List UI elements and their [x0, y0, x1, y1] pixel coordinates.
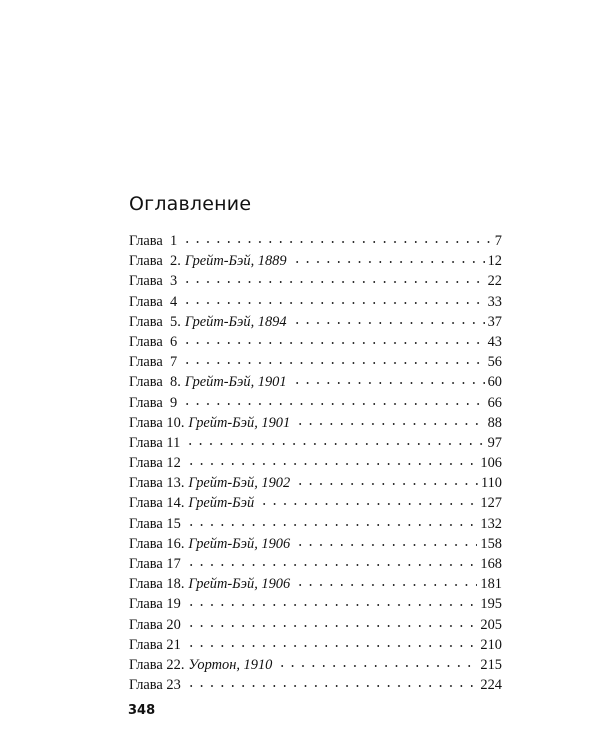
toc-entry-label: Глава: [129, 475, 163, 492]
toc-entry-subtitle: Грейт-Бэй, 1906: [188, 535, 291, 552]
toc-list: [129, 231, 502, 695]
toc-entry-number: 21: [166, 636, 181, 653]
toc-entry-number: 6: [170, 333, 178, 350]
toc-entry-label: Глава: [129, 455, 163, 472]
toc-entry: [129, 514, 502, 534]
toc-entry: [129, 615, 502, 635]
toc-entry-label: Глава: [129, 333, 163, 350]
toc-entry-number: 13.: [166, 475, 185, 492]
toc-entry-label: Глава: [129, 656, 163, 673]
dot-leader: [295, 422, 484, 426]
toc-entry-label: Глава: [129, 576, 163, 593]
toc-entry-page: 127: [480, 495, 502, 512]
toc-entry: [129, 332, 502, 352]
toc-entry-label: Глава: [129, 596, 163, 613]
toc-entry: [129, 433, 502, 453]
toc-entry-label: Глава: [129, 293, 163, 310]
toc-entry-label: Глава: [129, 253, 163, 270]
toc-entry: [129, 413, 502, 433]
toc-entry-label: Глава: [129, 535, 163, 552]
dot-leader: [182, 402, 484, 406]
toc-entry-number: 9: [170, 394, 178, 411]
toc-entry-label: Глава: [129, 374, 163, 391]
dot-leader: [277, 664, 477, 668]
toc-entry-label: Глава: [129, 394, 163, 411]
dot-leader: [292, 321, 485, 325]
toc-entry-subtitle: Грейт-Бэй, 1894: [184, 313, 287, 330]
toc-entry: [129, 594, 502, 614]
toc-entry-number: 15: [166, 515, 181, 532]
toc-entry-page: 195: [480, 596, 502, 613]
dot-leader: [182, 301, 484, 305]
toc-entry-subtitle: Грейт-Бэй, 1901: [184, 374, 287, 391]
toc-entry-page: 60: [487, 374, 502, 391]
toc-entry-page: 33: [487, 293, 502, 310]
toc-entry-page: 7: [494, 233, 502, 249]
toc-entry-label: Глава: [129, 354, 163, 371]
toc-entry-number: 12: [166, 455, 181, 472]
dot-leader: [292, 381, 485, 385]
toc-heading: Оглавление: [129, 193, 252, 215]
toc-entry-page: 224: [480, 677, 502, 694]
toc-entry-label: Глава: [129, 434, 163, 451]
toc-entry: [129, 554, 502, 574]
toc-entry: [129, 574, 502, 594]
toc-entry: [129, 655, 502, 675]
dot-leader: [295, 583, 477, 587]
toc-entry-label: Глава: [129, 515, 163, 532]
toc-entry-page: 56: [487, 354, 502, 371]
toc-entry-label: Глава: [129, 414, 163, 431]
toc-entry: [129, 473, 502, 493]
toc-entry-number: 5.: [170, 313, 181, 330]
toc-entry-number: 23: [166, 677, 181, 694]
dot-leader: [182, 341, 484, 345]
toc-entry-page: 37: [487, 313, 502, 330]
dot-leader: [259, 502, 477, 506]
toc-entry: [129, 493, 502, 513]
toc-entry-number: 18.: [166, 576, 185, 593]
toc-entry: [129, 251, 502, 271]
toc-entry-page: 106: [480, 455, 502, 472]
toc-entry-number: 16.: [166, 535, 185, 552]
dot-leader: [295, 543, 477, 547]
toc-entry-label: Глава: [129, 273, 163, 290]
dot-leader: [186, 624, 478, 628]
toc-entry-number: 22.: [166, 656, 185, 673]
toc-entry: [129, 635, 502, 655]
dot-leader: [186, 462, 478, 466]
toc-entry-page: 88: [487, 414, 502, 431]
dot-leader: [186, 603, 478, 607]
toc-entry-number: 19: [166, 596, 181, 613]
toc-entry-subtitle: Уортон, 1910: [188, 656, 273, 673]
toc-entry-page: 12: [487, 253, 502, 270]
toc-entry-label: Глава: [129, 677, 163, 694]
dot-leader: [186, 523, 478, 527]
toc-entry-page: 215: [480, 656, 502, 673]
toc-entry-number: 17: [166, 556, 181, 572]
toc-entry-page: 158: [480, 535, 502, 552]
dot-leader: [185, 442, 484, 446]
toc-entry-number: 1: [170, 233, 178, 249]
toc-entry-page: 66: [487, 394, 502, 411]
toc-entry-page: 205: [480, 616, 502, 633]
toc-entry-page: 168: [480, 556, 502, 572]
toc-entry-page: 22: [487, 273, 502, 290]
toc-entry-subtitle: Грейт-Бэй, 1889: [184, 253, 287, 270]
toc-entry-subtitle: Грейт-Бэй, 1901: [188, 414, 291, 431]
toc-entry: [129, 231, 502, 251]
toc-entry-number: 3: [170, 273, 178, 290]
toc-entry: [129, 393, 502, 413]
toc-entry-page: 181: [480, 576, 502, 593]
toc-entry-page: 97: [487, 434, 502, 451]
toc-entry-subtitle: Грейт-Бэй: [188, 495, 255, 512]
dot-leader: [186, 684, 478, 688]
toc-entry-page: 210: [480, 636, 502, 653]
toc-entry-number: 7: [170, 354, 178, 371]
dot-leader: [182, 361, 484, 365]
toc-entry: [129, 352, 502, 372]
toc-entry-number: 14.: [166, 495, 185, 512]
toc-entry: [129, 372, 502, 392]
toc-entry-label: Глава: [129, 495, 163, 512]
toc-entry-number: 10.: [166, 414, 185, 431]
toc-entry-number: 11: [166, 434, 181, 451]
dot-leader: [186, 563, 478, 567]
toc-entry-subtitle: Грейт-Бэй, 1902: [188, 475, 291, 492]
toc-entry-number: 4: [170, 293, 178, 310]
toc-entry-label: Глава: [129, 556, 163, 572]
toc-entry-page: 43: [487, 333, 502, 350]
toc-entry-label: Глава: [129, 636, 163, 653]
toc-entry-number: 20: [166, 616, 181, 633]
dot-leader: [292, 260, 485, 264]
toc-entry-page: 110: [480, 475, 502, 492]
toc-entry-page: 132: [480, 515, 502, 532]
toc-entry-label: Глава: [129, 233, 163, 249]
dot-leader: [186, 644, 478, 648]
dot-leader: [295, 482, 478, 486]
dot-leader: [182, 280, 484, 284]
toc-entry: [129, 292, 502, 312]
toc-entry-number: 2.: [170, 253, 181, 270]
toc-entry: [129, 312, 502, 332]
toc-entry: [129, 453, 502, 473]
toc-entry: [129, 675, 502, 695]
toc-entry-label: Глава: [129, 313, 163, 330]
page-number: 348: [128, 703, 156, 718]
toc-entry-number: 8.: [170, 374, 181, 391]
toc-entry-subtitle: Грейт-Бэй, 1906: [188, 576, 291, 593]
dot-leader: [182, 240, 492, 244]
toc-entry: [129, 271, 502, 291]
toc-entry-label: Глава: [129, 616, 163, 633]
toc-entry: [129, 534, 502, 554]
